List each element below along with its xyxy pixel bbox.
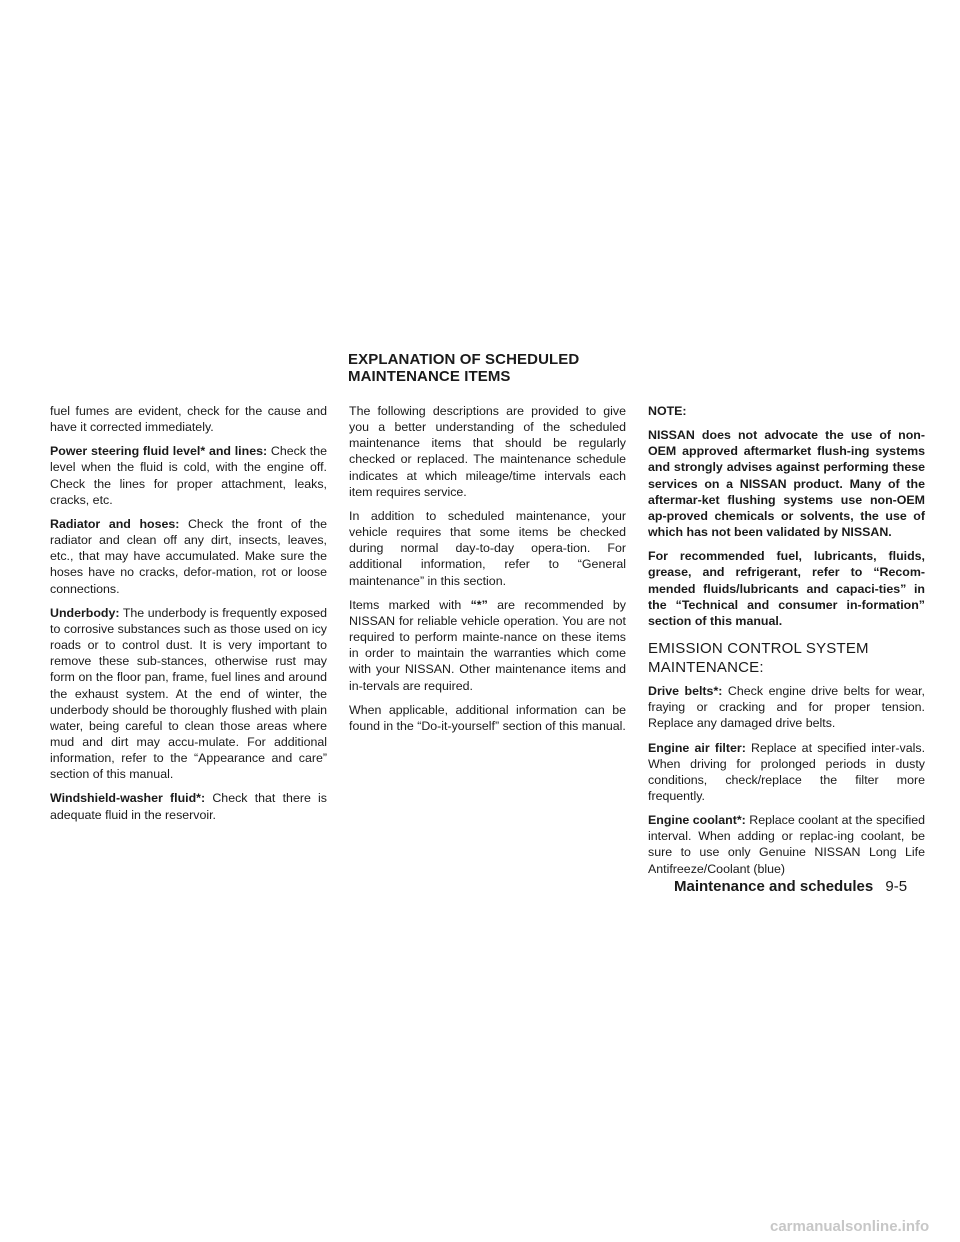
paragraph-air-filter — [648, 740, 925, 805]
note-flushing-systems: NISSAN does not advocate the use of non-OEM approved aftermarket flush-ing systems and strongly advises against performing these services on a NISSAN product. Many of the aftermar-ket flushing systems use non-OEM ap-proved chemicals or solvents, the use of which has not been validated by NISSAN. — [648, 428, 925, 540]
column-right — [648, 403, 925, 885]
note-label: NOTE: — [648, 404, 687, 418]
section-heading-line1: EXPLANATION OF SCHEDULED — [348, 351, 580, 368]
paragraph-do-it-yourself: When applicable, additional information can be found in the “Do-it-yourself” section of this manual. — [349, 702, 626, 733]
radiator-body: Check the front of the radiator and clean off any dirt, insects, leaves, etc., that may have accumulated. Make sure the hoses have no cracks, defor-mation, rot or loose connections. — [50, 516, 328, 596]
note-recommended-fluids: For recommended fuel, lubricants, fluids, grease, and refrigerant, refer to “Recom-mended fluids/lubricants and capaci-ties” in the “Technical and consumer in-formation” section of this manual. — [648, 549, 925, 628]
items-marked-post: are recommended by NISSAN for reliable vehicle operation. You are not required to perform mainte-nance on these items in order to maintain the warranties which come with your NISSAN. Other maintenance items and in-tervals are required. — [349, 597, 626, 693]
watermark: carmanualsonline.info — [770, 1218, 930, 1235]
power-steering-body: Check the level when the fluid is cold, with the engine off. Check the lines for proper attachment, leaks, cracks, etc. — [50, 444, 327, 507]
paragraph-additional-maintenance: In addition to scheduled maintenance, your vehicle requires that some items be checked during normal day-to-day opera-tion. For additional information, refer to “General maintenance” in this section. — [349, 508, 626, 588]
emission-heading-line1: EMISSION CONTROL SYSTEM — [648, 640, 869, 658]
asterisk-mark: “*” — [470, 597, 488, 612]
paragraph-items-marked — [349, 597, 626, 694]
paragraph-engine-coolant — [648, 812, 925, 877]
underbody-body: The underbody is frequently exposed to corrosive substances such as those used on icy roads or to control dust. It is very important to remove these sub-stances, otherwise rust may form on the floor pan, frame, fuel lines and around the exhaust system. At the end of winter, the underbody should be thoroughly flushed with plain water, being careful to clean those areas where mud and dirt may accu-mulate. For additional information, refer to the “Appearance and care” section of this manual. — [50, 605, 328, 782]
paragraph-washer-fluid — [50, 790, 327, 822]
footer-section-title: Maintenance and schedules — [674, 878, 874, 895]
engine-coolant-body: Replace coolant at the specified interval. When adding or replac-ing coolant, be sure to use only Genuine NISSAN Long Life Antifreeze/Coolant (blue) — [648, 813, 925, 876]
air-filter-body: Replace at specified inter-vals. When driving for prolonged periods in dusty conditions, check/replace the filter more frequently. — [648, 740, 926, 803]
emission-control-heading — [648, 639, 925, 677]
section-heading-line2: MAINTENANCE ITEMS — [348, 368, 511, 385]
drive-belts-body: Check engine drive belts for wear, fraying or cracking and for proper tension. Replace any damaged drive belts. — [648, 684, 925, 731]
page-number: 9-5 — [885, 878, 908, 895]
underbody-lead: Underbody: — [50, 605, 120, 620]
paragraph-descriptions: The following descriptions are provided to give you a better understanding of the scheduled maintenance items that should be regularly checked or replaced. The maintenance schedule indicates at which mileage/time intervals each item requires service. — [349, 404, 626, 499]
washer-fluid-lead: Windshield-washer fluid*: — [50, 791, 206, 806]
column-middle — [349, 403, 626, 742]
washer-fluid-body: Check that there is adequate fluid in the reservoir. — [50, 791, 327, 822]
paragraph-drive-belts — [648, 683, 925, 731]
power-steering-lead: Power steering fluid level* and lines: — [50, 444, 268, 459]
paragraph-fuel-fumes: fuel fumes are evident, check for the cause and have it corrected immediately. — [50, 404, 327, 435]
radiator-lead: Radiator and hoses: — [50, 516, 180, 531]
engine-coolant-lead: Engine coolant*: — [648, 813, 746, 828]
column-left — [50, 403, 327, 831]
items-marked-pre: Items marked with — [349, 597, 462, 612]
emission-heading-line2: MAINTENANCE: — [648, 659, 764, 677]
drive-belts-lead: Drive belts*: — [648, 684, 723, 699]
air-filter-lead: Engine air filter: — [648, 740, 746, 755]
paragraph-radiator — [50, 516, 327, 597]
paragraph-power-steering — [50, 443, 327, 508]
page-footer — [674, 878, 929, 895]
paragraph-underbody — [50, 605, 327, 783]
section-heading — [348, 351, 668, 385]
